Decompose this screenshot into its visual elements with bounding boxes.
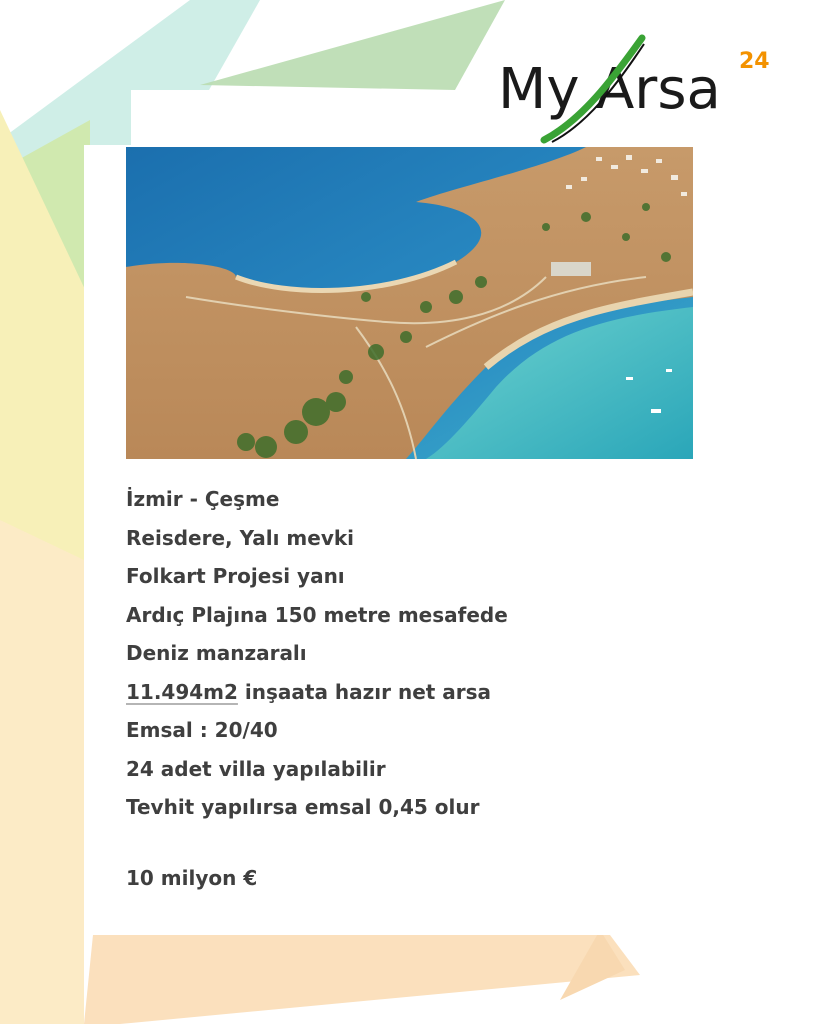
listing-district: Reisdere, Yalı mevki bbox=[126, 525, 355, 550]
listing-view: Deniz manzaralı bbox=[126, 641, 307, 665]
listing-area-rest: inşaata hazır net arsa bbox=[237, 679, 492, 704]
bg-shape-peach-left bbox=[0, 520, 84, 1024]
listing-area bbox=[126, 673, 508, 712]
logo-arsa: Arsa bbox=[596, 57, 721, 122]
aerial-coast-photo bbox=[126, 147, 693, 459]
logo-suffix: 24 bbox=[739, 49, 770, 74]
listing-villa: 24 adet villa yapılabilir bbox=[126, 756, 386, 781]
listing-location: İzmir - Çeşme bbox=[126, 487, 280, 511]
listing-price: 10 milyon € bbox=[126, 866, 258, 890]
listing-emsal: Emsal : 20/40 bbox=[126, 718, 278, 742]
listing-beach-distance: Ardıç Plajına 150 metre mesafede bbox=[126, 602, 508, 627]
listing-nearby: Folkart Projesi yanı bbox=[126, 564, 345, 588]
listing-area-value[interactable]: 11.494m2 bbox=[126, 679, 238, 704]
listing-tevhit: Tevhit yapılırsa emsal 0,45 olur bbox=[126, 795, 480, 819]
myarsa24-logo bbox=[492, 30, 782, 145]
logo-my: My bbox=[498, 57, 580, 122]
listing-details bbox=[126, 480, 508, 827]
